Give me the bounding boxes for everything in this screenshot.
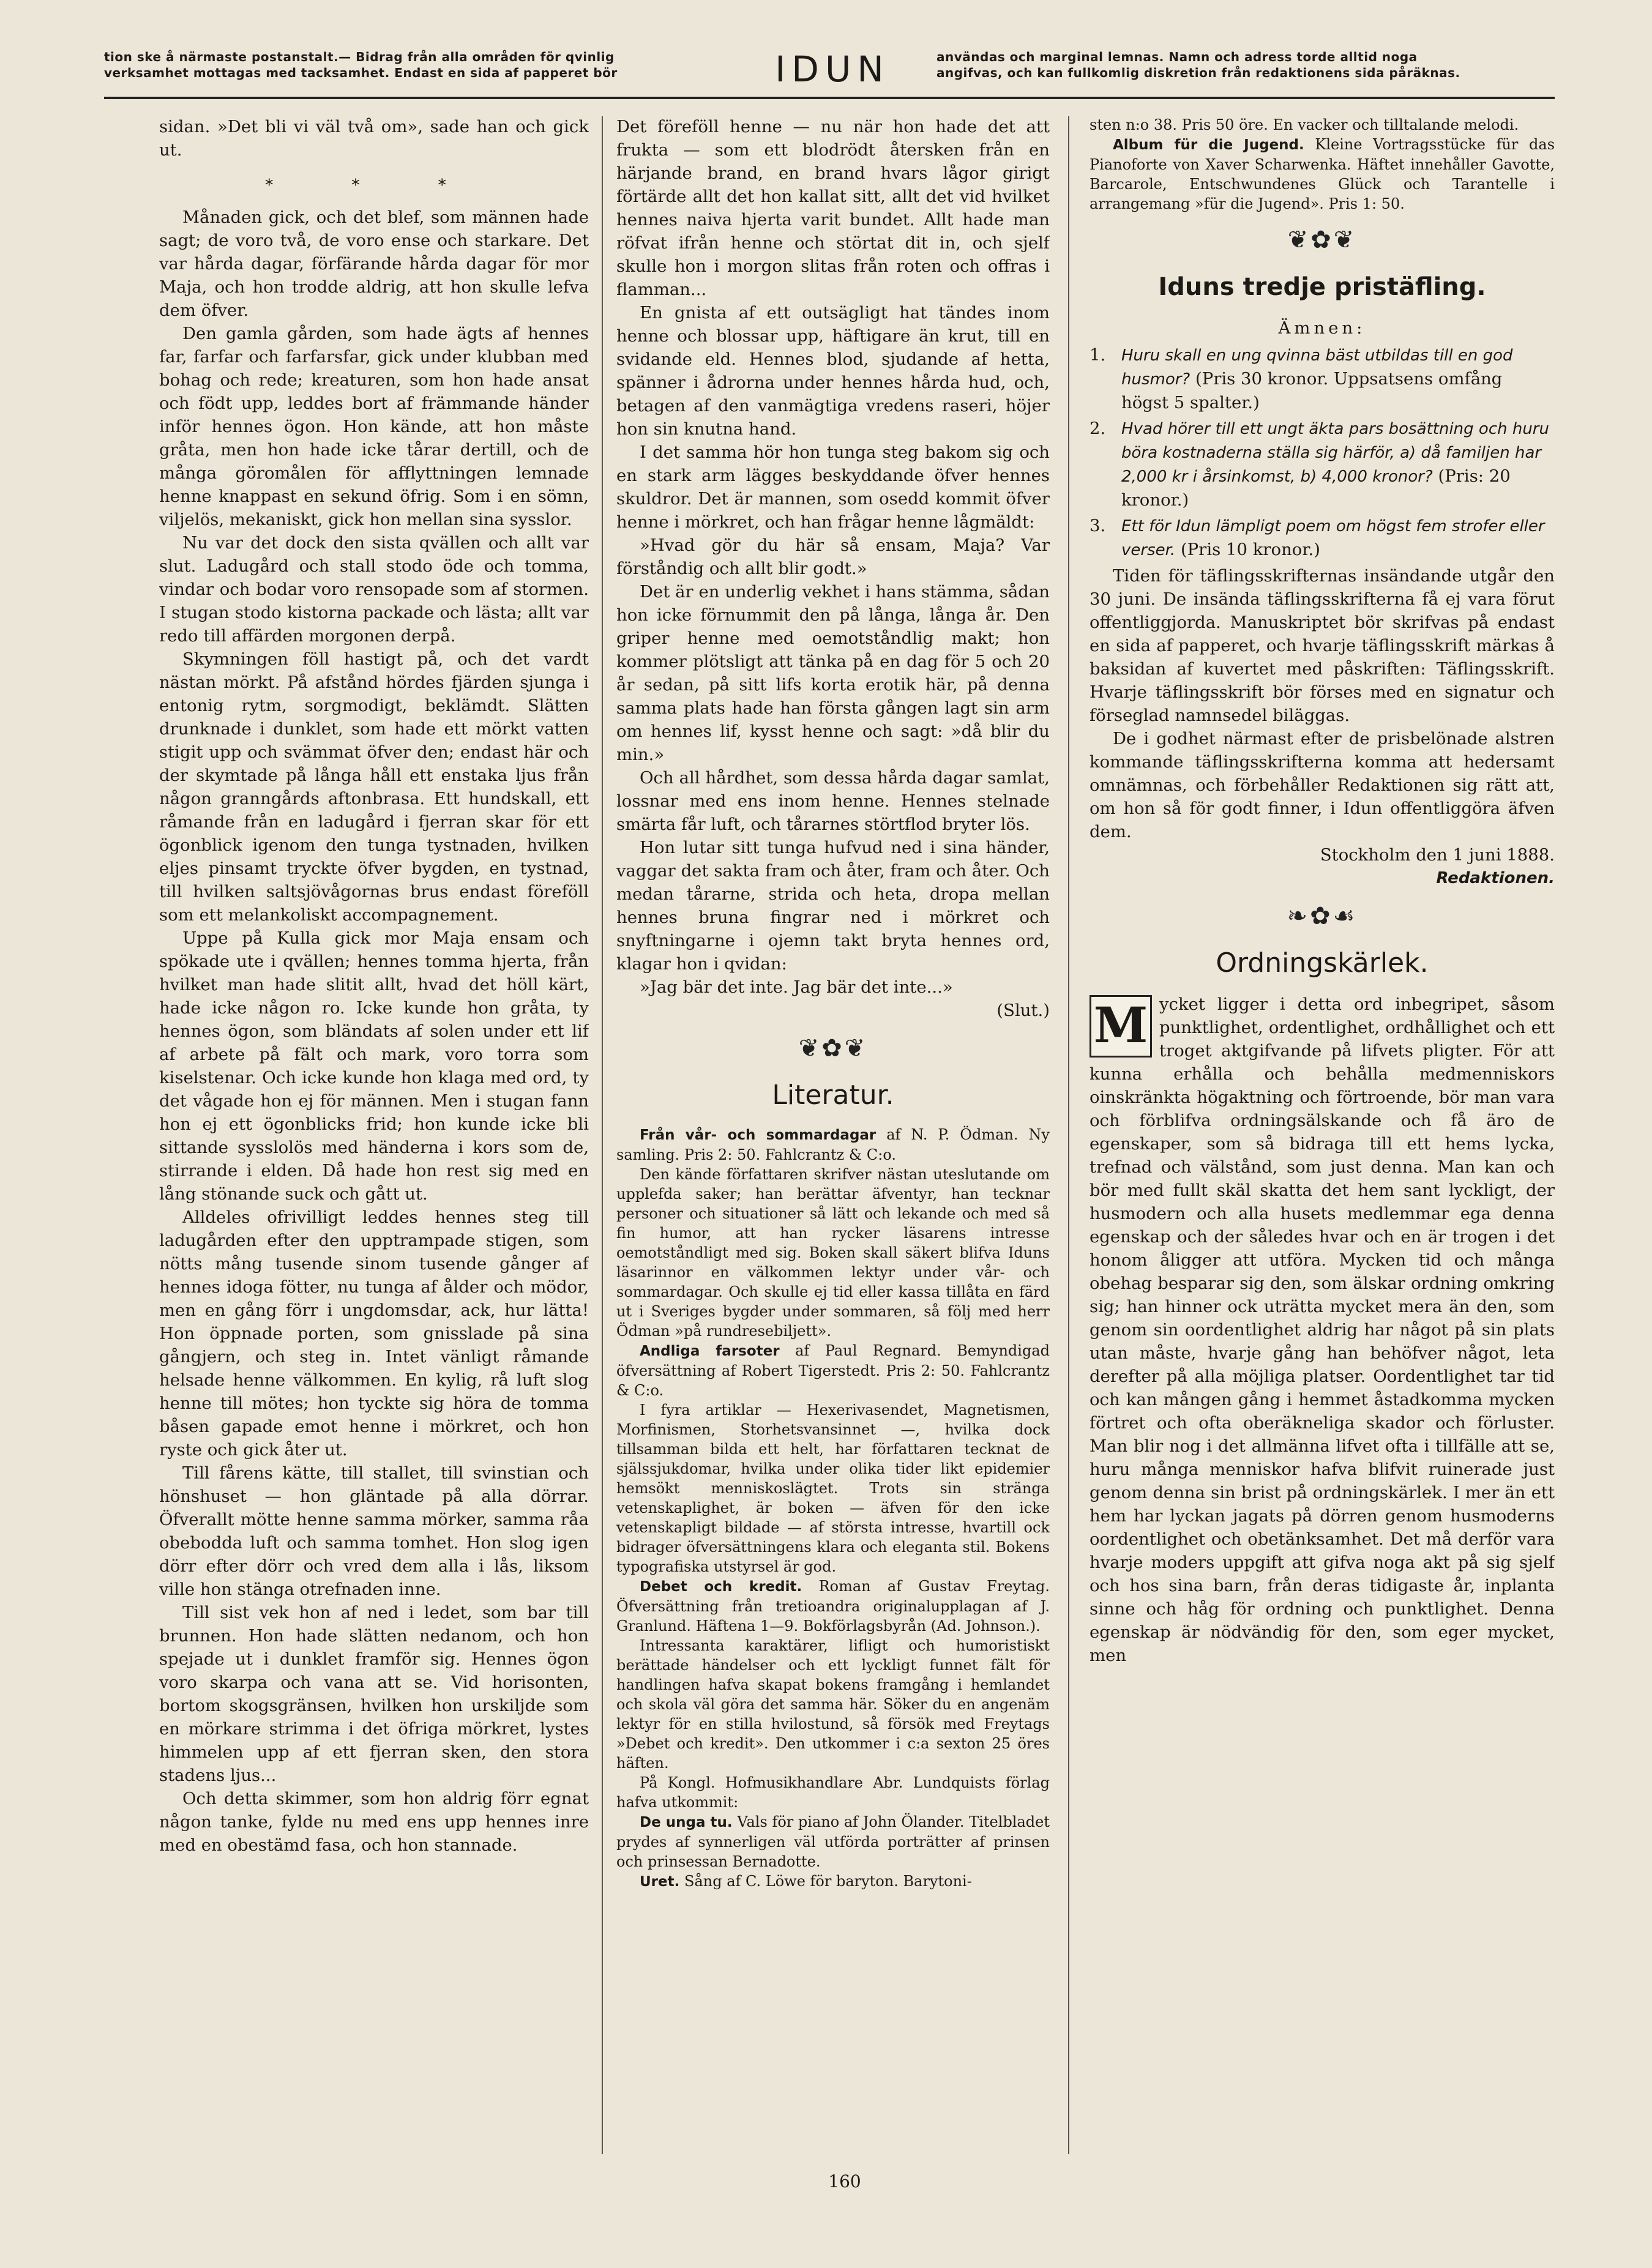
book-review	[616, 1576, 1050, 1773]
music-title: Uret.	[640, 1874, 680, 1890]
column-divider	[1068, 116, 1069, 2154]
contest-topic	[1089, 514, 1555, 562]
paragraph: En gnista af ett outsägligt hat tändes inom henne och blossar upp, häftigare än krut, till en svidande eld. Hennes blod, sjudande af hetta, spänner i ådrorna under hennes hårda hud, och, betagen af den vanmägtiga vredens raseri, höjer hon sin knutna hand.	[616, 303, 1050, 439]
story-end-mark: (Slut.)	[996, 1001, 1050, 1020]
topic-number: 3.	[1089, 516, 1106, 535]
dateline: Stockholm den 1 juni 1888.	[1320, 845, 1555, 865]
page-header	[104, 48, 1555, 99]
section-title-contest: Iduns tredje pristäfling.	[1158, 273, 1486, 301]
header-right-notice	[936, 49, 1555, 81]
header-left-notice	[104, 49, 716, 81]
paragraph: Uppe på Kulla gick mor Maja ensam och spökade ute i qvällen; hennes tomma hjerta, från hvilket man hade slitit allt, hvad det höll kärt, hade icke någon ro. Icke kunde hon gråta, ty hennes ögon, som bländats af solen under ett lif af arbete på fält och mark, voro torra som kiselstenar. Och icke kunde hon klaga med ord, ty det vågade hon ej för männen. Men i stugan fann hon ej ett ögonblicks frid; hon kunde icke bli sittande sysslolös med händerna i kors som de, stirrande i elden. Då hade hon rest sig med en lång stönande suck och gått ut.	[159, 928, 589, 1204]
review-text: På Kongl. Hofmusikhandlare Abr. Lundquists förlag hafva utkommit:	[616, 1774, 1050, 1811]
article-ordningskarlek	[1089, 993, 1555, 1667]
topic-question: Huru skall en ung qvinna bäst utbildas till en god husmor?	[1121, 346, 1513, 389]
paragraph: Och detta skimmer, som hon aldrig förr egnat någon tanke, fylde nu med ens upp hennes inre med en obestämd fasa, och hon stannade.	[159, 1789, 589, 1855]
paragraph: De i godhet närmast efter de prisbelönade alstren kommande täflingsskrifterna komma att hedersamt omnämnas, och förbehåller Redaktionen sig rätt att, om hon så för godt finner, i Idun offentliggöra äfven dem.	[1089, 729, 1555, 841]
dropcap-letter: M	[1089, 995, 1152, 1058]
book-review	[616, 1341, 1050, 1576]
column-contest-ordning	[1089, 115, 1555, 2159]
book-meta: af Paul Regnard. Bemyndigad öfversättning af Robert Tigerstedt. Pris 2: 50. Fahlcrantz & C:o.	[616, 1342, 1050, 1399]
review-text: Intressanta karaktärer, lifligt och humoristiskt berättade händelser och ett lyckligt funnet fält för handlingen hafva skapat bokens framgång i hemlandet och skola väl göra det samma här. Söker du en angenäm lektyr för en stilla hvilostund, så försök med Freytags »Debet och kredit». Den utkommer i c:a sexton 25 öres häften.	[616, 1637, 1050, 1772]
topic-question: Hvad hörer till ett ungt äkta pars bosättning och huru böra kostnaderna ställa sig härför, a) då familjen har 2,000 kr i årsinkomst, b) 4,000 kronor?	[1121, 420, 1549, 486]
paragraph: »Hvad gör du här så ensam, Maja? Var förståndig och allt blir godt.»	[616, 535, 1050, 578]
music-notice	[1089, 115, 1555, 214]
review-text: I fyra artiklar — Hexerivasendet, Magnetismen, Morfinismen, Storhetsvansinnet —, hvilka dock tillsamman bilda ett helt, har författaren tecknat de själssjukdomar, hvilka under olika tider likt epidemier hemsökt menniskoslägtet. Trots sin stränga vetenskaplighet, är boken — äfven för den icke vetenskapligt bildade — af största intresse, hvartill ock bidrager öfversättningens klara och eleganta stil. Bokens typografiska utstyrsel är god.	[616, 1401, 1050, 1575]
section-stars: * * *	[265, 176, 483, 195]
paragraph: sidan. »Det bli vi väl två om», sade han och gick ut.	[159, 117, 589, 160]
column-divider	[602, 116, 603, 2154]
book-review	[616, 1125, 1050, 1341]
music-title: Album für die Jugend.	[1113, 137, 1304, 153]
music-text: Sång af C. Löwe för baryton. Barytoni-	[684, 1873, 972, 1890]
header-left-line1: tion ske å närmaste postanstalt.— Bidrag från alla områden för qvinlig	[104, 50, 615, 64]
paragraph: ycket ligger i detta ord inbegripet, såsom punktlighet, ordentlighet, ordhållighet och ett troget aktgifvande på lifvets pligter. För att kunna erhålla och behålla medmenniskors oinskränkta högaktning och förtroende, bör man vara och förblifva ordningsälskande och få äro de egenskaper, som så bidraga till ett hems lycka, trefnad och välstånd, som just denna. Man kan och bör med fullt skäl skatta det hem sant lyckligt, der husmodern och alla husets medlemmar ega denna egenskap och der således hvar och en är trogen i det honom åligger att utföra. Mycken tid och många obehag besparar sig den, som älskar ordning omkring sig; han hinner ock uträtta mycket mera än den, som genom sin oordentlighet aldrig har något på sin plats utan måste, hvarje gång han behöfver något, leta derefter på alla möjliga platser. Oordentlighet tar tid och kan mången gång i hemmet åstadkomma mycken förtret och ofta oberäkneliga skador och förluster. Man blir nog i det allmänna lifvet ofta i tillfälle att se, huru många menniskor hafva blifvit ruinerade just genom denna sin brist på ordningskärlek. I mer än ett hem har lyckan jagats på dörren genom husmoderns oordentlighet och obetänksamhet. Det må derför vara hvarje moders uppgift att gifva noga akt på sig sjelf och hos sina barn, från deras tidigaste år, inplanta sinne och håg för ordning och punktlighet. Denna egenskap är nödvändig för den, som eger mycket, men	[1089, 994, 1555, 1665]
fleuron-ornament-icon: ❧✿☙	[1287, 902, 1358, 930]
review-text: sten n:o 38. Pris 50 öre. En vacker och tilltalande melodi.	[1089, 116, 1519, 133]
music-text: Kleine Vortragsstücke für das Pianoforte von Xaver Scharwenka. Häftet innehåller Gavotte, Barcarole, Entschwundenes Glück och Tarantelle i arrangemang »für die Jugend». Pris 1: 50.	[1089, 136, 1555, 212]
paragraph: Nu var det dock den sista qvällen och allt var slut. Ladugård och stall stodo öde och tomma, vindar och bodar voro rensopade som af stormen. I stugan stodo kistorna packade och lästa; allt var redo till affärden morgonen derpå.	[159, 533, 589, 646]
music-title: De unga tu.	[640, 1815, 733, 1830]
paragraph: Tiden för täflingsskrifternas insändande utgår den 30 juni. De insända täflingsskrifterna få ej vara förut offentliggjorda. Manuskriptet bör skrifvas på endast en sida af papperet, och hvarje täflingsskrift märkas å baksidan af kuvertet med påskriften: Täflingsskrift. Hvarje täflingsskrift bör förses med en signatur och förseglad namnsedel biläggas.	[1089, 566, 1555, 725]
topics-heading: Ämnen:	[1278, 318, 1366, 338]
header-right-line1: användas och marginal lemnas. Namn och adress torde alltid noga	[936, 50, 1418, 64]
book-meta: Roman af Gustav Freytag. Öfversättning från tretioandra originalupplagan af J. Granlund. Häftena 1—9. Bokförlagsbyrån (Ad. Johnson.).	[616, 1578, 1050, 1635]
page-number: 160	[828, 2171, 861, 2192]
paragraph: I det samma hör hon tunga steg bakom sig och en stark arm lägges beskyddande öfver hennes skuldror. Det är mannen, som osedd kommit öfver henne i mörkret, och han frågar henne lågmäldt:	[616, 442, 1050, 532]
header-left-line2: verksamhet mottagas med tacksamhet. Endast en sida af papperet bör	[104, 65, 618, 80]
topic-prize: (Pris: 20 kronor.)	[1121, 466, 1511, 510]
column-story-end-literature	[616, 115, 1050, 2159]
paragraph: Till fårens kätte, till stallet, till svinstian och hönshuset — hon gläntade på alla dörrar. Öfverallt mötte henne samma mörker, samma råa obebodda luft och samma tomhet. Hon slog igen dörr efter dörr och vred dem alla i lås, liksom ville hon stänga otrefnaden inne.	[159, 1463, 589, 1599]
paragraph: Hon lutar sitt tunga hufvud ned i sina händer, vaggar det sakta fram och åter, fram och åter. Och medan tårarne, strida och heta, dropa mellan hennes bruna fingrar ned i mörkret och snyftningarne i ojemn takt bryta hennes ord, klagar hon i qvidan:	[616, 838, 1050, 974]
column-story-continued	[159, 115, 589, 2159]
fleuron-ornament-icon: ❦✿❦	[798, 1034, 868, 1062]
book-title: Andliga farsoter	[640, 1343, 780, 1359]
book-title: Debet och kredit.	[640, 1579, 802, 1595]
topic-prize: (Pris 10 kronor.)	[1180, 540, 1320, 559]
topic-number: 2.	[1089, 419, 1106, 438]
contest-topic	[1089, 417, 1555, 512]
masthead: IDUN	[775, 48, 890, 90]
review-text: Den kände författaren skrifver nästan uteslutande om upplefda saker; han berättar äfventyr, han tecknar personer och situationer så lätt och lekande och med så fin humor, att han rycker läsarens intresse oemotståndligt med sig. Boken skall säkert blifva Iduns läsarinnor en välkommen lektyr under vår- och sommardagar. Och skulle ej tid eller kassa tillåta en färd ut i Sveriges bygder under sommaren, så följ med herr Ödman »på rundresebiljett».	[616, 1166, 1050, 1340]
paragraph: Den gamla gården, som hade ägts af hennes far, farfar och farfarsfar, gick under klubban med bohag och rede; kreaturen, som hon hade ansat och födt upp, leddes bort af främmande händer inför hennes ögon. Hon kände, att hon måste gråta, men hon hade icke tårar dertill, och de många göromålen för afflyttningen lemnade henne knappast en sekund öfrig. Som i en sömn, viljelös, mekaniskt, gick hon mellan sina sysslor.	[159, 324, 589, 529]
paragraph: Månaden gick, och det blef, som männen hade sagt; de voro två, de voro ense och starkare. Det var hårda dagar, förfärande hårda dagar för mor Maja, och hon trodde aldrig, att hon skulle lefva dem öfver.	[159, 207, 589, 320]
paragraph: Till sist vek hon af ned i ledet, som bar till brunnen. Hon hade slätten nedanom, och hon spejade ut i dunklet framför sig. Hennes ögon voro skarpa och vana att se. Vid horisonten, bortom skogsgränsen, hvilken hon urskiljde som en mörkare strimma i det öfriga mörkret, lystes himmelen upp af ett fjerran sken, den stora stadens ljus...	[159, 1603, 589, 1785]
fleuron-ornament-icon: ❦✿❦	[1287, 226, 1357, 254]
book-meta: af N. P. Ödman. Ny samling. Pris 2: 50. Fahlcrantz & C:o.	[616, 1126, 1050, 1163]
music-text: Vals för piano af John Ölander. Titelbladet prydes af synnerligen väl utförda porträtter af prinsen och prinsessan Bernadotte.	[616, 1813, 1050, 1870]
topic-number: 1.	[1089, 345, 1106, 365]
signature: Redaktionen.	[1436, 869, 1555, 887]
paragraph: Alldeles ofrivilligt leddes hennes steg till ladugården efter den upptrampade stigen, som nötts mång tusende sinom tusende gånger af hennes idoga fötter, nu tunga af ålder och mödor, men en gång förr i ungdomsdar, ack, hur lätta! Hon öppnade porten, som gnisslade på sina gångjern, och steg in. Intet vänligt råmande helsade henne välkommen. En kylig, rå luft slog henne till mötes; hon tyckte sig höra de tomma båsen gapade emot henne i mörkret, och hon ryste och gick åter ut.	[159, 1207, 589, 1460]
topic-prize: (Pris 30 kronor. Uppsatsens omfång högst 5 spalter.)	[1121, 369, 1503, 412]
topic-question: Ett för Idun lämpligt poem om högst fem strofer eller verser.	[1121, 517, 1545, 559]
music-notice	[616, 1773, 1050, 1892]
paragraph: Det föreföll henne — nu när hon hade det att frukta — som ett blodrödt återsken från en härjande brand, en brand hvars lågor girigt förtärde allt det hon kallat sitt, allt det vid hvilket hennes naiva hjerta varit bundet. Allt hade man röfvat ifrån henne och störtat dit in, och sjelf skulle hon i morgon slitas från roten och offras i flamman...	[616, 117, 1050, 299]
book-title: Från vår- och sommardagar	[640, 1127, 876, 1143]
paragraph: Och all hårdhet, som dessa hårda dagar samlat, lossnar med ens inom henne. Hennes stelnade smärta får luft, och tårarnes störtflod bryter lös.	[616, 768, 1050, 834]
paragraph: »Jag bär det inte. Jag bär det inte...»	[640, 977, 953, 997]
section-title-literatur: Literatur.	[772, 1080, 894, 1111]
paragraph: Skymningen föll hastigt på, och det vardt nästan mörkt. På afstånd hördes fjärden sjunga i entonig rytm, sorgmodigt, beklämdt. Slätten drunknade i dunklet, som hade ett mörkt vatten stigit upp och svämmat öfver den; endast här och der skymtade på långa håll ett enstaka ljus från någon granngårds aftonbrasa. Ett hundskall, ett råmande från en ladugård i fjerran skar för ett ögonblick igenom den tunga tystnaden, hvilken eljes pinsamt tryckte öfver bygden, en tystnad, till hvilken saltsjövågornas brus endast föreföll som ett melankoliskt accompagnement.	[159, 649, 589, 925]
header-right-line2: angifvas, och kan fullkomlig diskretion från redaktionens sida påräknas.	[936, 65, 1460, 80]
paragraph: Det är en underlig vekhet i hans stämma, sådan hon icke förnummit den på långa, långa år. Den griper henne med oemotståndlig makt; hon kommer plötsligt att tänka på en dag för 5 och 20 år sedan, på sitt lifs korta erotik här, på denna samma plats hade han första gången lagt sin arm om hennes lif, kysst henne och sagt: »då blir du min.»	[616, 582, 1050, 764]
section-title-ordningskarlek: Ordningskärlek.	[1216, 947, 1429, 979]
contest-topic	[1089, 343, 1555, 414]
